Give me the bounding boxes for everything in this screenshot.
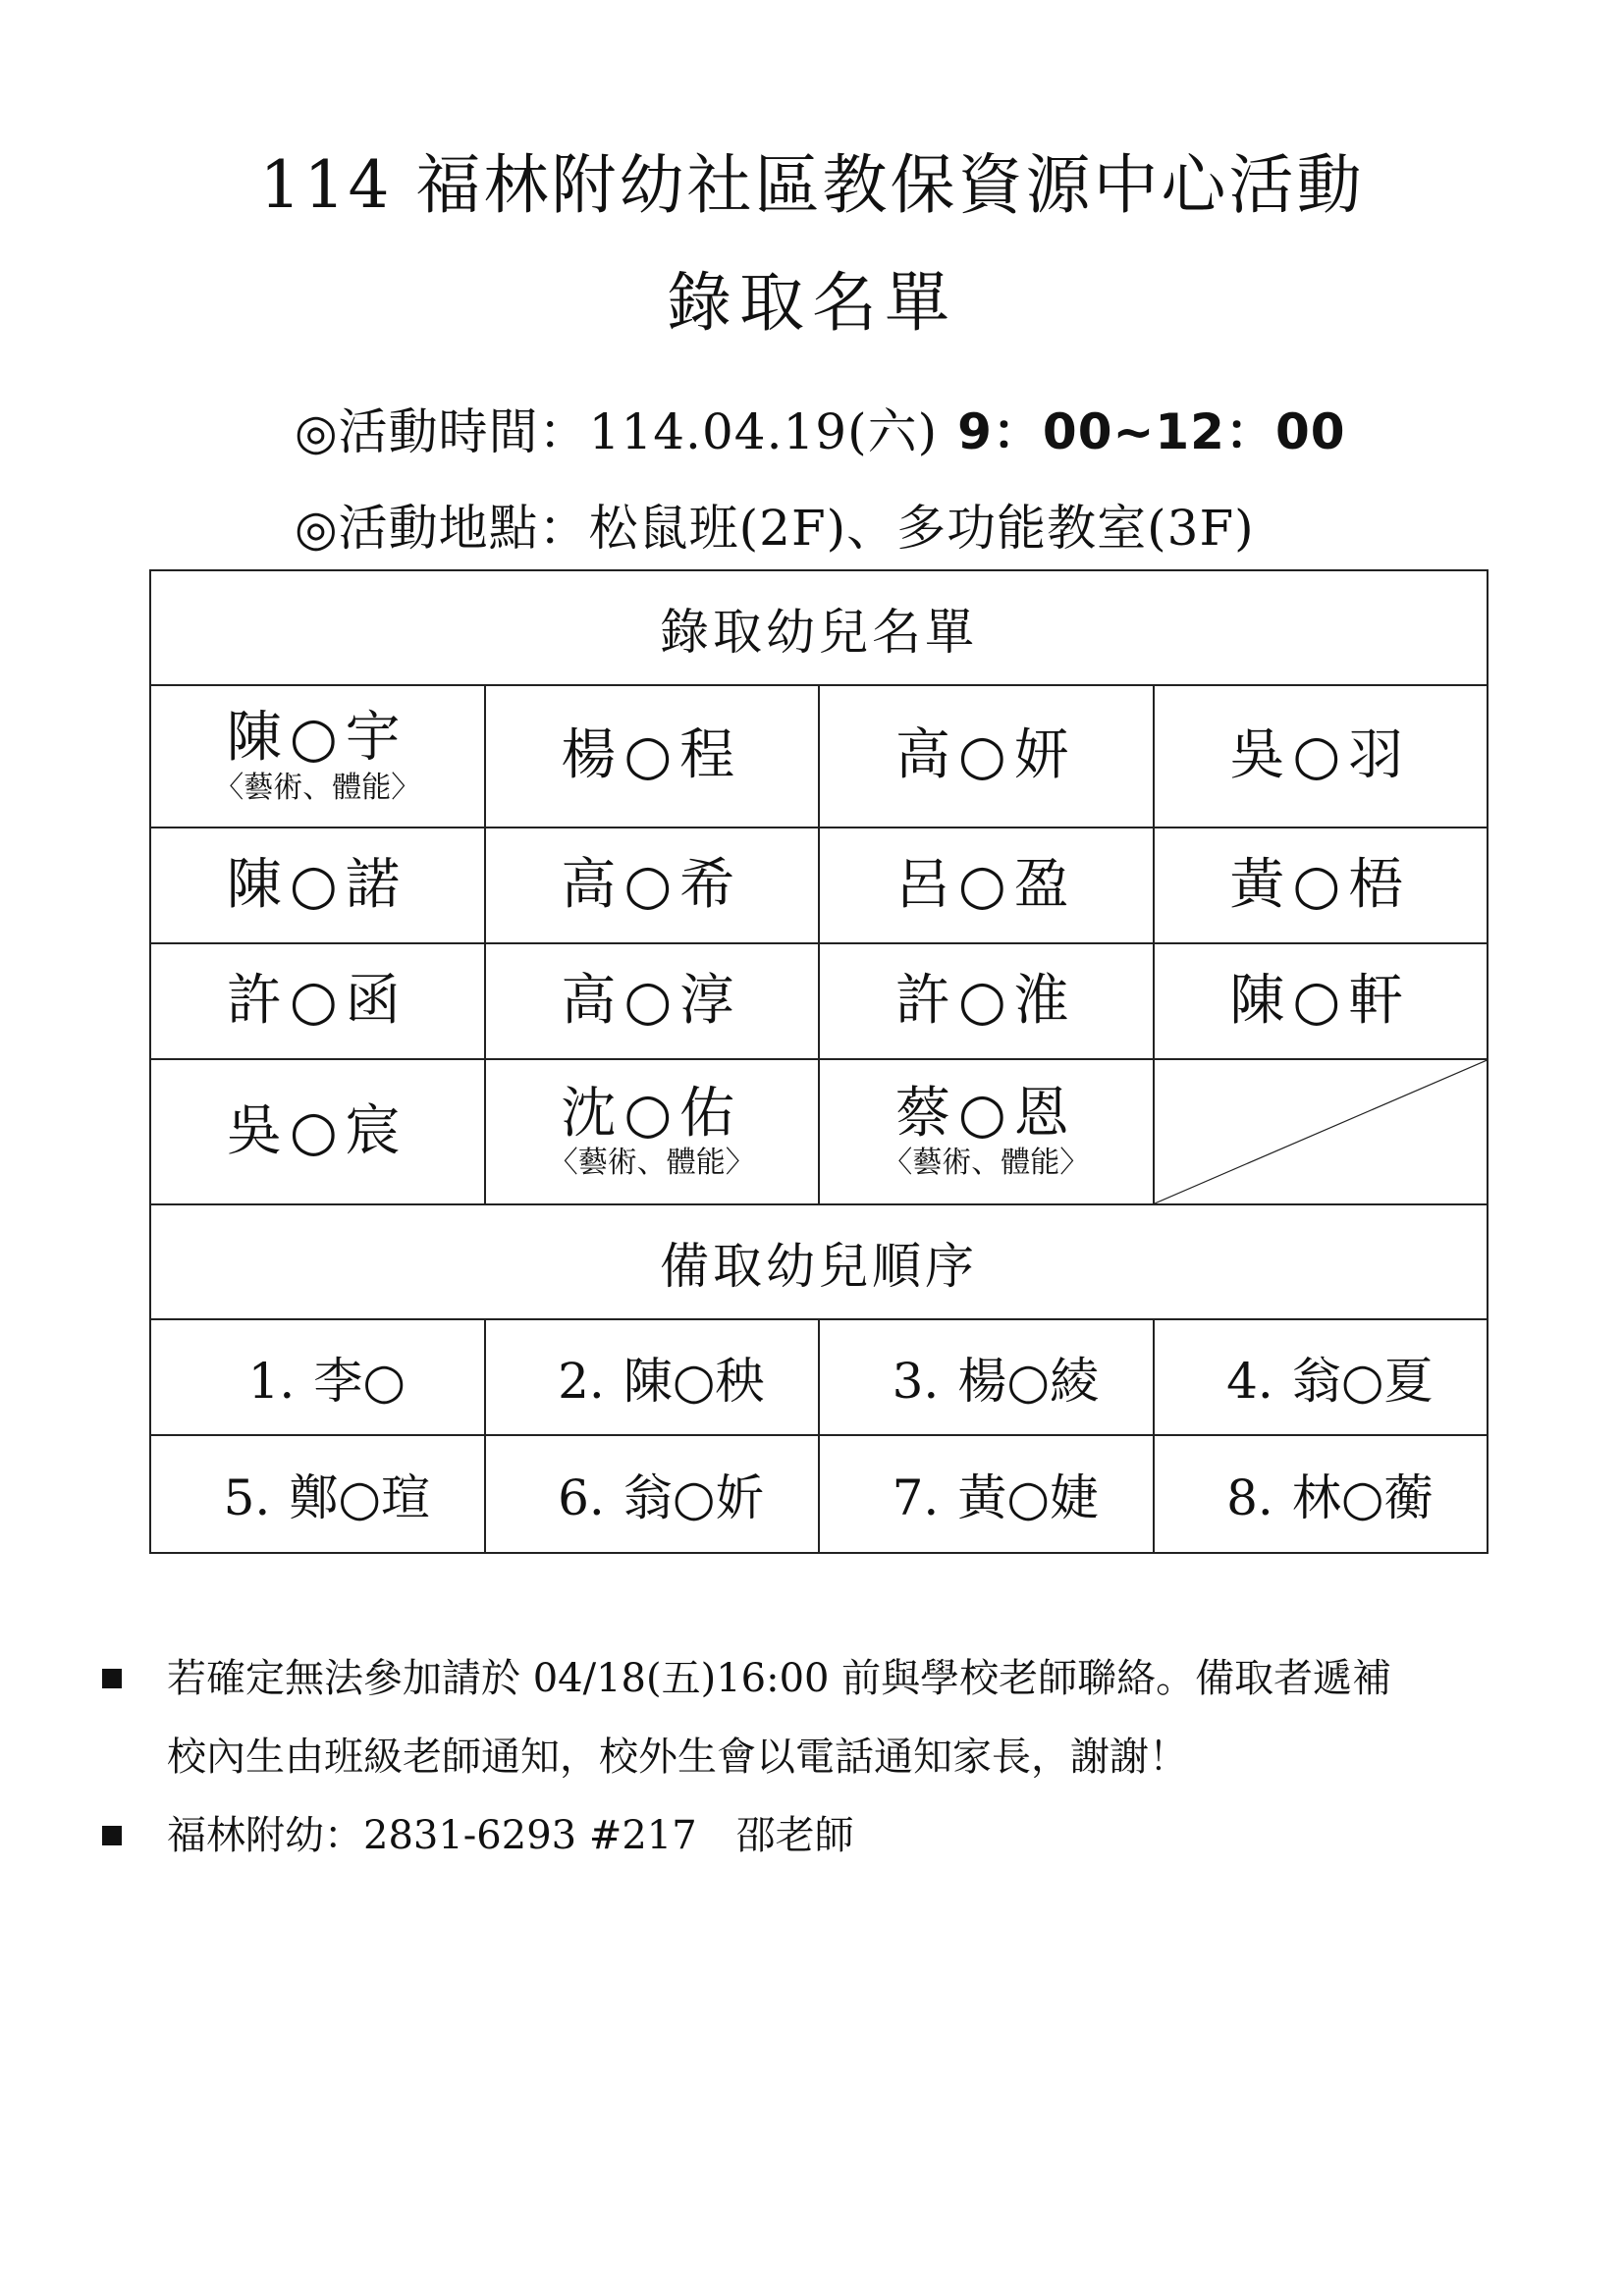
waitlist-number: 6.: [558, 1469, 605, 1526]
child-name: 楊○程: [561, 723, 743, 788]
diagonal-line: [1155, 1060, 1488, 1203]
accepted-cell: [485, 685, 820, 828]
child-name: 陳○軒: [1229, 968, 1412, 1033]
note-item: [98, 1639, 1532, 1718]
waitlist-number: 7.: [892, 1469, 940, 1526]
class-note: 〈藝術、體能〉: [548, 1146, 755, 1181]
accepted-cell: [150, 828, 485, 943]
document-subtitle: 錄取名單: [667, 265, 957, 341]
child-name: 林○蘅: [1291, 1469, 1434, 1526]
child-name: 鄭○瑄: [289, 1469, 431, 1526]
waitlist-number: 3.: [892, 1353, 940, 1410]
table-row: [150, 943, 1488, 1059]
waitlist-cell: [1154, 1319, 1489, 1435]
child-name: 楊○綾: [957, 1353, 1100, 1410]
accepted-cell: [1154, 685, 1489, 828]
child-name: 吳○宸: [226, 1098, 408, 1163]
table-row: [150, 685, 1488, 828]
child-name: 呂○盈: [894, 852, 1077, 917]
table-row: [150, 1435, 1488, 1553]
accepted-cell: [819, 943, 1154, 1059]
notes-section: [98, 1639, 1532, 1875]
roster-table: [149, 569, 1489, 1554]
accepted-cell: [150, 1059, 485, 1204]
waitlist-cell: [485, 1435, 820, 1553]
child-name: 黃○梧: [1229, 852, 1412, 917]
waitlist-cell: [485, 1319, 820, 1435]
accepted-cell: [485, 828, 820, 943]
waitlist-cell: [819, 1319, 1154, 1435]
note-item: [98, 1796, 1532, 1875]
waitlist-number: 2.: [558, 1353, 605, 1410]
accepted-cell: [1154, 828, 1489, 943]
waitlist-cell: [1154, 1435, 1489, 1553]
class-note: 〈藝術、體能〉: [883, 1146, 1090, 1181]
table-row: [150, 1059, 1488, 1204]
child-name: 李○: [313, 1353, 406, 1410]
accepted-cell: [1154, 943, 1489, 1059]
waitlist-number: 4.: [1226, 1353, 1273, 1410]
activity-time-value: 9：00~12：00: [957, 403, 1346, 460]
table-row: [150, 828, 1488, 943]
child-name: 許○淮: [894, 968, 1077, 1033]
activity-place: ◎活動地點：松鼠班(2F)、多功能教室(3F): [295, 500, 1255, 557]
child-name: 翁○夏: [1291, 1353, 1434, 1410]
activity-time-label: ◎活動時間：114.04.19(六): [295, 403, 939, 460]
child-name: 吳○羽: [1229, 723, 1412, 788]
accepted-cell: [485, 1059, 820, 1204]
child-name: 陳○宇: [226, 706, 408, 771]
square-bullet-icon: [102, 1826, 122, 1845]
accepted-cell: [485, 943, 820, 1059]
accepted-cell: [819, 1059, 1154, 1204]
child-name: 高○淳: [561, 968, 743, 1033]
child-name: 許○函: [226, 968, 408, 1033]
class-note: 〈藝術、體能〉: [214, 770, 421, 805]
waitlist-header: 備取幼兒順序: [150, 1204, 1488, 1319]
document-title: 114 福林附幼社區教保資源中心活動: [259, 147, 1365, 223]
child-name: 陳○秧: [623, 1353, 765, 1410]
accepted-header: 錄取幼兒名單: [150, 570, 1488, 685]
waitlist-cell: [819, 1435, 1154, 1553]
activity-time: [295, 393, 1346, 463]
child-name: 黃○婕: [957, 1469, 1100, 1526]
child-name: 高○希: [561, 852, 743, 917]
accepted-cell: [150, 943, 485, 1059]
waitlist-number: 8.: [1226, 1469, 1273, 1526]
note-item-continued: [98, 1718, 1532, 1796]
child-name: 高○妍: [894, 723, 1077, 788]
note-text: 若確定無法參加請於 04/18(五)16:00 前與學校老師聯絡。備取者遞補: [167, 1656, 1392, 1701]
waitlist-number: 5.: [223, 1469, 271, 1526]
table-row: [150, 1319, 1488, 1435]
child-name: 陳○諾: [226, 852, 408, 917]
square-bullet-icon: [102, 1669, 122, 1688]
contact-text: 福林附幼：2831-6293 #217 邵老師: [167, 1813, 854, 1858]
note-text: 校內生由班級老師通知，校外生會以電話通知家長，謝謝！: [167, 1735, 1188, 1780]
child-name: 蔡○恩: [894, 1081, 1077, 1146]
waitlist-cell: [150, 1319, 485, 1435]
accepted-cell: [819, 685, 1154, 828]
empty-cell-diagonal: [1154, 1059, 1489, 1204]
waitlist-number: 1.: [247, 1353, 296, 1410]
accepted-cell: [150, 685, 485, 828]
child-name: 沈○佑: [561, 1081, 743, 1146]
child-name: 翁○妡: [623, 1469, 765, 1526]
accepted-cell: [819, 828, 1154, 943]
waitlist-cell: [150, 1435, 485, 1553]
